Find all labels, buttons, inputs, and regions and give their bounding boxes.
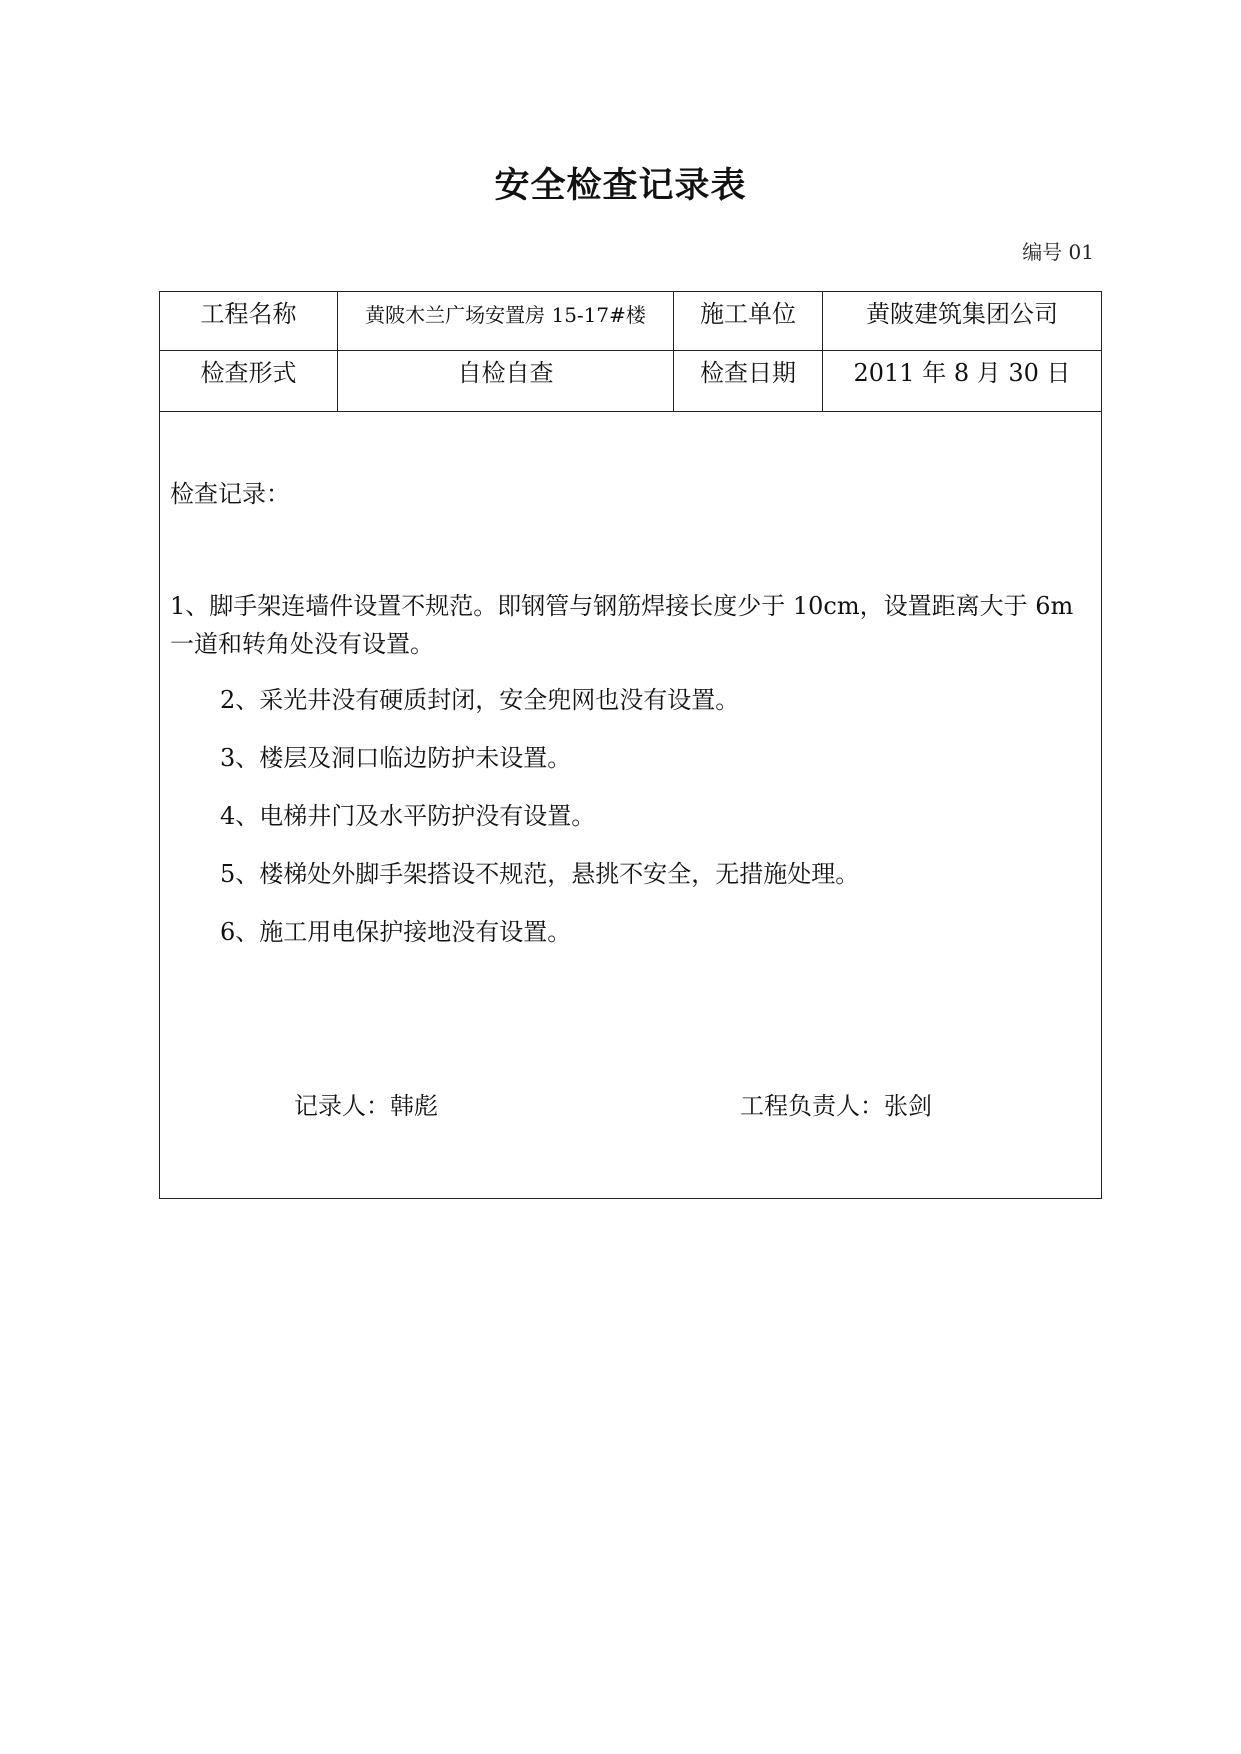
- table-row: [160, 292, 1102, 351]
- record-label: 检查记录：: [170, 480, 290, 508]
- inspection-date-value: 2011 年 8 月 30 日: [853, 359, 1071, 387]
- inspection-type-label-cell: [160, 351, 338, 412]
- inspection-record-body: [160, 412, 1102, 1199]
- inspection-type-value-cell: [338, 351, 674, 412]
- contractor-value: 黄陂建筑集团公司: [866, 300, 1058, 328]
- inspection-type-value: 自检自查: [457, 359, 554, 387]
- project-name-label: 工程名称: [200, 300, 297, 328]
- record-item: 3、楼层及洞口临边防护未设置。: [220, 744, 572, 772]
- contractor-label: 施工单位: [700, 300, 796, 328]
- table-row: [160, 351, 1102, 412]
- record-item: 2、采光井没有硬质封闭，安全兜网也没有设置。: [220, 686, 740, 714]
- contractor-value-cell: [823, 292, 1102, 351]
- project-name-value-cell: [338, 292, 674, 351]
- recorder-signature: 记录人：韩彪: [294, 1092, 438, 1120]
- page-title: 安全检查记录表: [494, 166, 747, 206]
- inspection-date-value-cell: [823, 351, 1102, 412]
- document-number: 编号 01: [1022, 240, 1094, 264]
- project-name-label-cell: [160, 292, 338, 351]
- inspection-date-label: 检查日期: [700, 359, 796, 387]
- project-manager-signature: 工程负责人：张剑: [740, 1092, 932, 1120]
- record-item: 1、脚手架连墙件设置不规范。即钢管与钢筋焊接长度少于 10cm，设置距离大于 6m 一道和转角处没有设置。: [170, 592, 1074, 658]
- record-item: 4、电梯井门及水平防护没有设置。: [220, 802, 596, 830]
- record-item: 5、楼梯处外脚手架搭设不规范，悬挑不安全，无措施处理。: [220, 860, 860, 888]
- project-name-value: 黄陂木兰广场安置房 15-17#楼: [365, 303, 646, 327]
- record-item: 6、施工用电保护接地没有设置。: [220, 918, 572, 946]
- inspection-date-label-cell: [674, 351, 823, 412]
- inspection-type-label: 检查形式: [200, 359, 297, 387]
- inspection-record-table: [159, 291, 1102, 1199]
- table-row: [160, 412, 1102, 1199]
- contractor-label-cell: [674, 292, 823, 351]
